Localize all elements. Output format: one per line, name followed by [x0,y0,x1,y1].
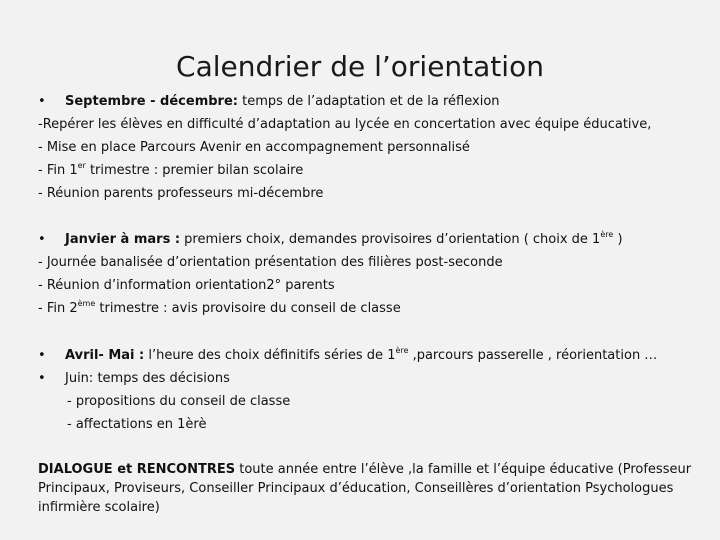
section-september-december [38,90,698,205]
bullet-icon: • [38,348,46,363]
ordinal-suffix: ère [395,346,409,355]
list-item-text: - Fin 2 [38,301,78,316]
section-heading-text: l’heure des choix définitifs séries de 1 [144,348,396,363]
list-item [38,159,698,182]
paragraph-text: toute année entre l’élève ,la famille et l’équipe éducative (Professeur Principaux, Proviseurs, Conseiller Principaux d’éducation, Conseillères d’orientation Psychologues infirmière scolaire) [38,462,692,515]
slide-title: Calendrier de l’orientation [176,50,544,83]
bullet-icon: • [38,371,46,386]
section-heading: Septembre - décembre: [65,94,238,109]
list-item-text: trimestre : avis provisoire du conseil de classe [95,301,401,316]
list-item: -Repérer les élèves en difficulté d’adaptation au lycée en concertation avec équipe éducative, [38,117,652,132]
section-heading-line [38,367,698,390]
section-heading: Juin: [65,371,94,386]
list-item [38,297,698,320]
section-heading-text: ) [613,232,623,247]
list-item: - Réunion parents professeurs mi-décembre [38,186,324,201]
ordinal-suffix: ème [77,299,96,308]
section-heading-line [38,90,698,113]
list-item-text: - Fin 1 [38,163,78,178]
section-heading-text: temps des décisions [93,371,230,386]
section-heading-text: premiers choix, demandes provisoires d’orientation ( choix de 1 [180,232,601,247]
list-item: - Réunion d’information orientation2° parents [38,278,335,293]
ordinal-suffix: ère [600,230,614,239]
bullet-icon: • [38,94,46,109]
section-heading: Janvier à mars : [65,232,181,247]
section-april-june [38,344,698,436]
list-item: - Journée banalisée d’orientation présentation des filières post-seconde [38,255,503,270]
section-heading-text: ,parcours passerelle , réorientation … [408,348,658,363]
dialogue-paragraph [38,460,698,517]
section-heading: Avril- Mai : [65,348,145,363]
bullet-icon: • [38,232,46,247]
section-heading-text: temps de l’adaptation et de la réflexion [237,94,500,109]
list-item: - Mise en place Parcours Avenir en accompagnement personnalisé [38,140,470,155]
section-heading-line [38,344,698,367]
section-heading-line [38,228,698,251]
list-item: - affectations en 1èrè [67,417,207,432]
list-item: - propositions du conseil de classe [67,394,291,409]
ordinal-suffix: er [77,161,86,170]
list-item-text: trimestre : premier bilan scolaire [85,163,304,178]
paragraph-heading: DIALOGUE et RENCONTRES [38,462,236,477]
section-january-march [38,228,698,320]
